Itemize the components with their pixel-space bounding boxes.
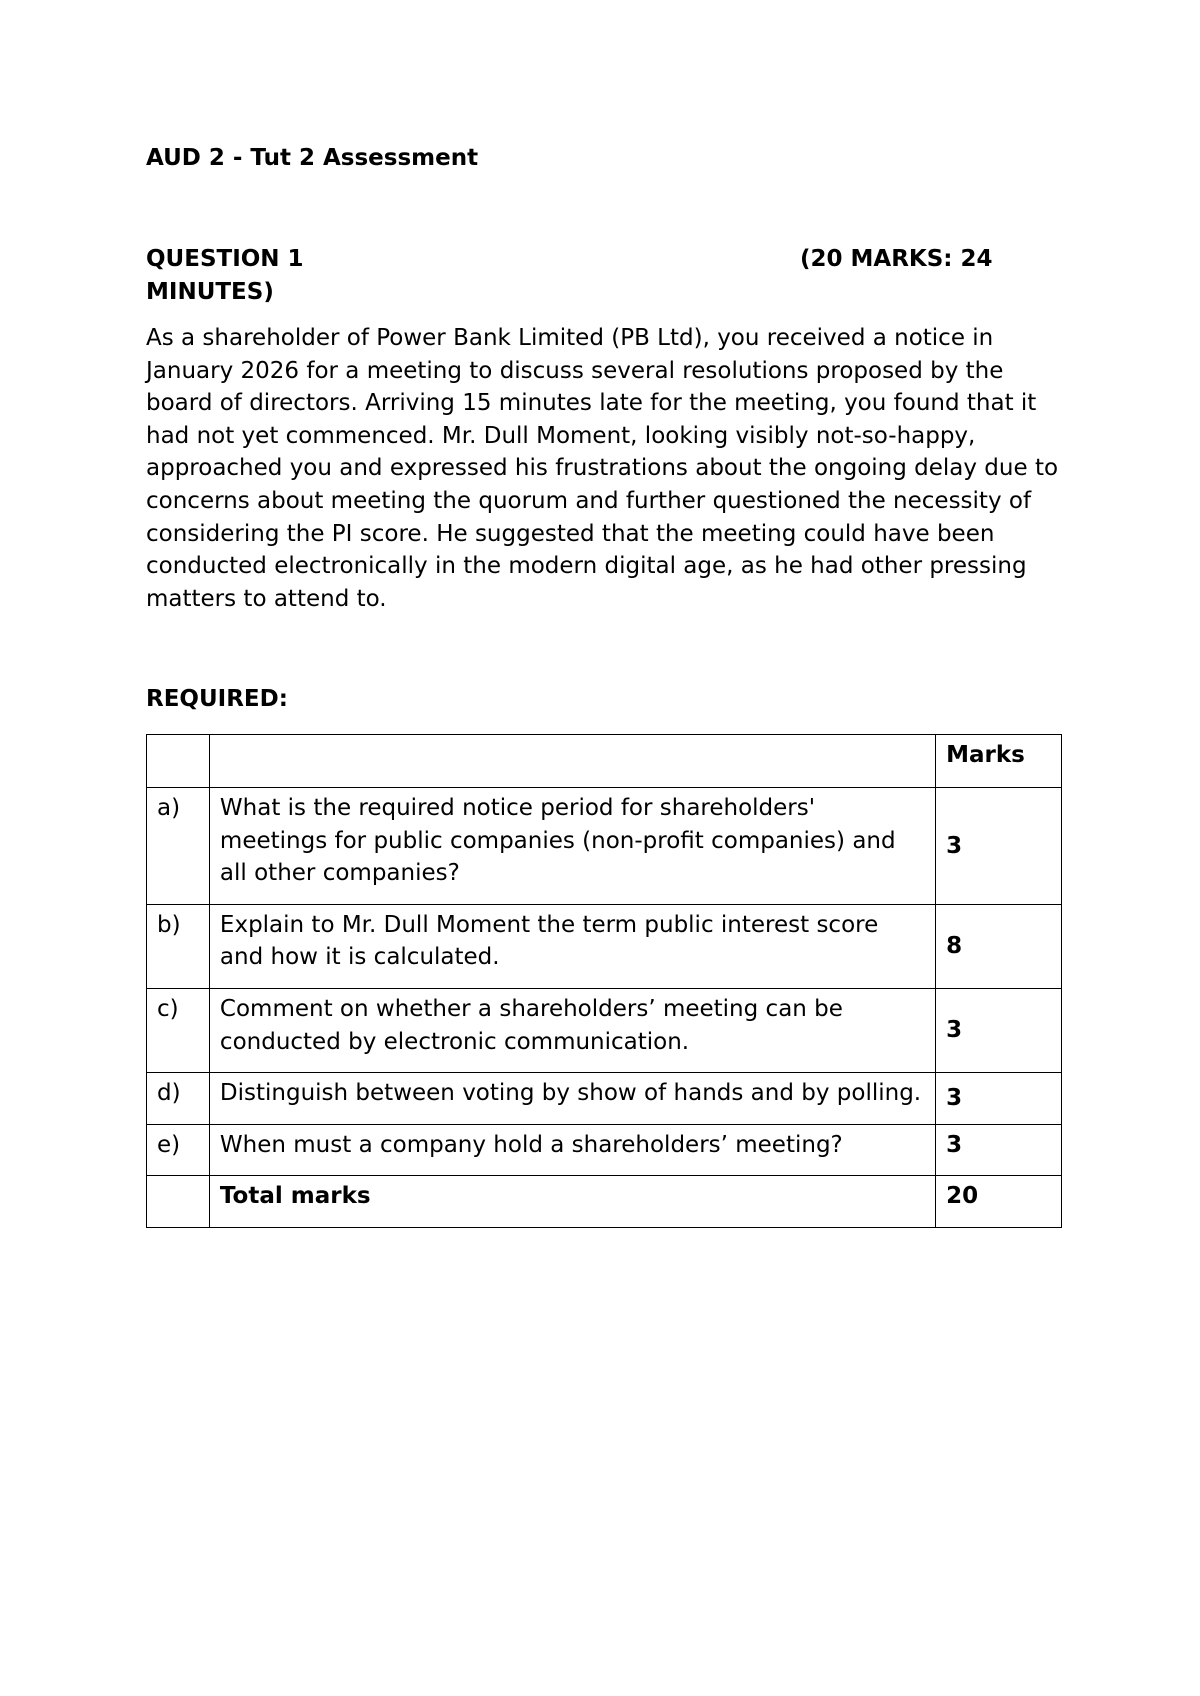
row-marks: 3 xyxy=(936,988,1062,1072)
row-question: What is the required notice period for shareholders' meetings for public companies (non-profit companies) and all other companies? xyxy=(209,788,935,905)
row-marks: 3 xyxy=(936,1124,1062,1176)
table-row xyxy=(147,988,1062,1072)
row-marks: 8 xyxy=(936,904,1062,988)
row-question: Explain to Mr. Dull Moment the term public interest score and how it is calculated. xyxy=(209,904,935,988)
table-row xyxy=(147,1124,1062,1176)
total-question-cell: Total marks xyxy=(209,1176,935,1228)
row-question: Distinguish between voting by show of hands and by polling. xyxy=(209,1073,935,1125)
table-row xyxy=(147,788,1062,905)
question-label: QUESTION 1 xyxy=(146,246,304,272)
row-marks: 3 xyxy=(936,788,1062,905)
total-label-cell xyxy=(147,1176,210,1228)
header-label-cell xyxy=(147,735,210,788)
row-label: b) xyxy=(147,904,210,988)
row-question: When must a company hold a shareholders’ meeting? xyxy=(209,1124,935,1176)
row-label: d) xyxy=(147,1073,210,1125)
table-total-row xyxy=(147,1176,1062,1228)
document-title: AUD 2 - Tut 2 Assessment xyxy=(146,145,479,171)
question-heading xyxy=(146,243,1066,309)
scenario-paragraph: As a shareholder of Power Bank Limited (PB Ltd), you received a notice in January 2026 for a meeting to discuss several resolutions proposed by the board of directors. Arriving 15 minutes late for the meeting, you found that it had not yet commenced. Mr. Dull Moment, looking visibly not-so-happy, approached you and expressed his frustrations about the ongoing delay due to concerns about meeting the quorum and further questioned the necessity of considering the PI score. He suggested that the meeting could have been conducted electronically in the modern digital age, as he had other pressing matters to attend to. xyxy=(146,325,1059,612)
header-marks-cell: Marks xyxy=(936,735,1062,788)
table-header-row xyxy=(147,735,1062,788)
header-question-cell xyxy=(209,735,935,788)
row-label: c) xyxy=(147,988,210,1072)
row-marks: 3 xyxy=(936,1073,1062,1125)
row-label: a) xyxy=(147,788,210,905)
question-marks: (20 MARKS: 24 MINUTES) xyxy=(146,246,993,305)
table-row xyxy=(147,1073,1062,1125)
row-question: Comment on whether a shareholders’ meeting can be conducted by electronic communication. xyxy=(209,988,935,1072)
table-row xyxy=(147,904,1062,988)
marks-table xyxy=(146,734,1062,1228)
row-label: e) xyxy=(147,1124,210,1176)
required-heading: REQUIRED: xyxy=(146,686,288,712)
total-marks-cell: 20 xyxy=(936,1176,1062,1228)
